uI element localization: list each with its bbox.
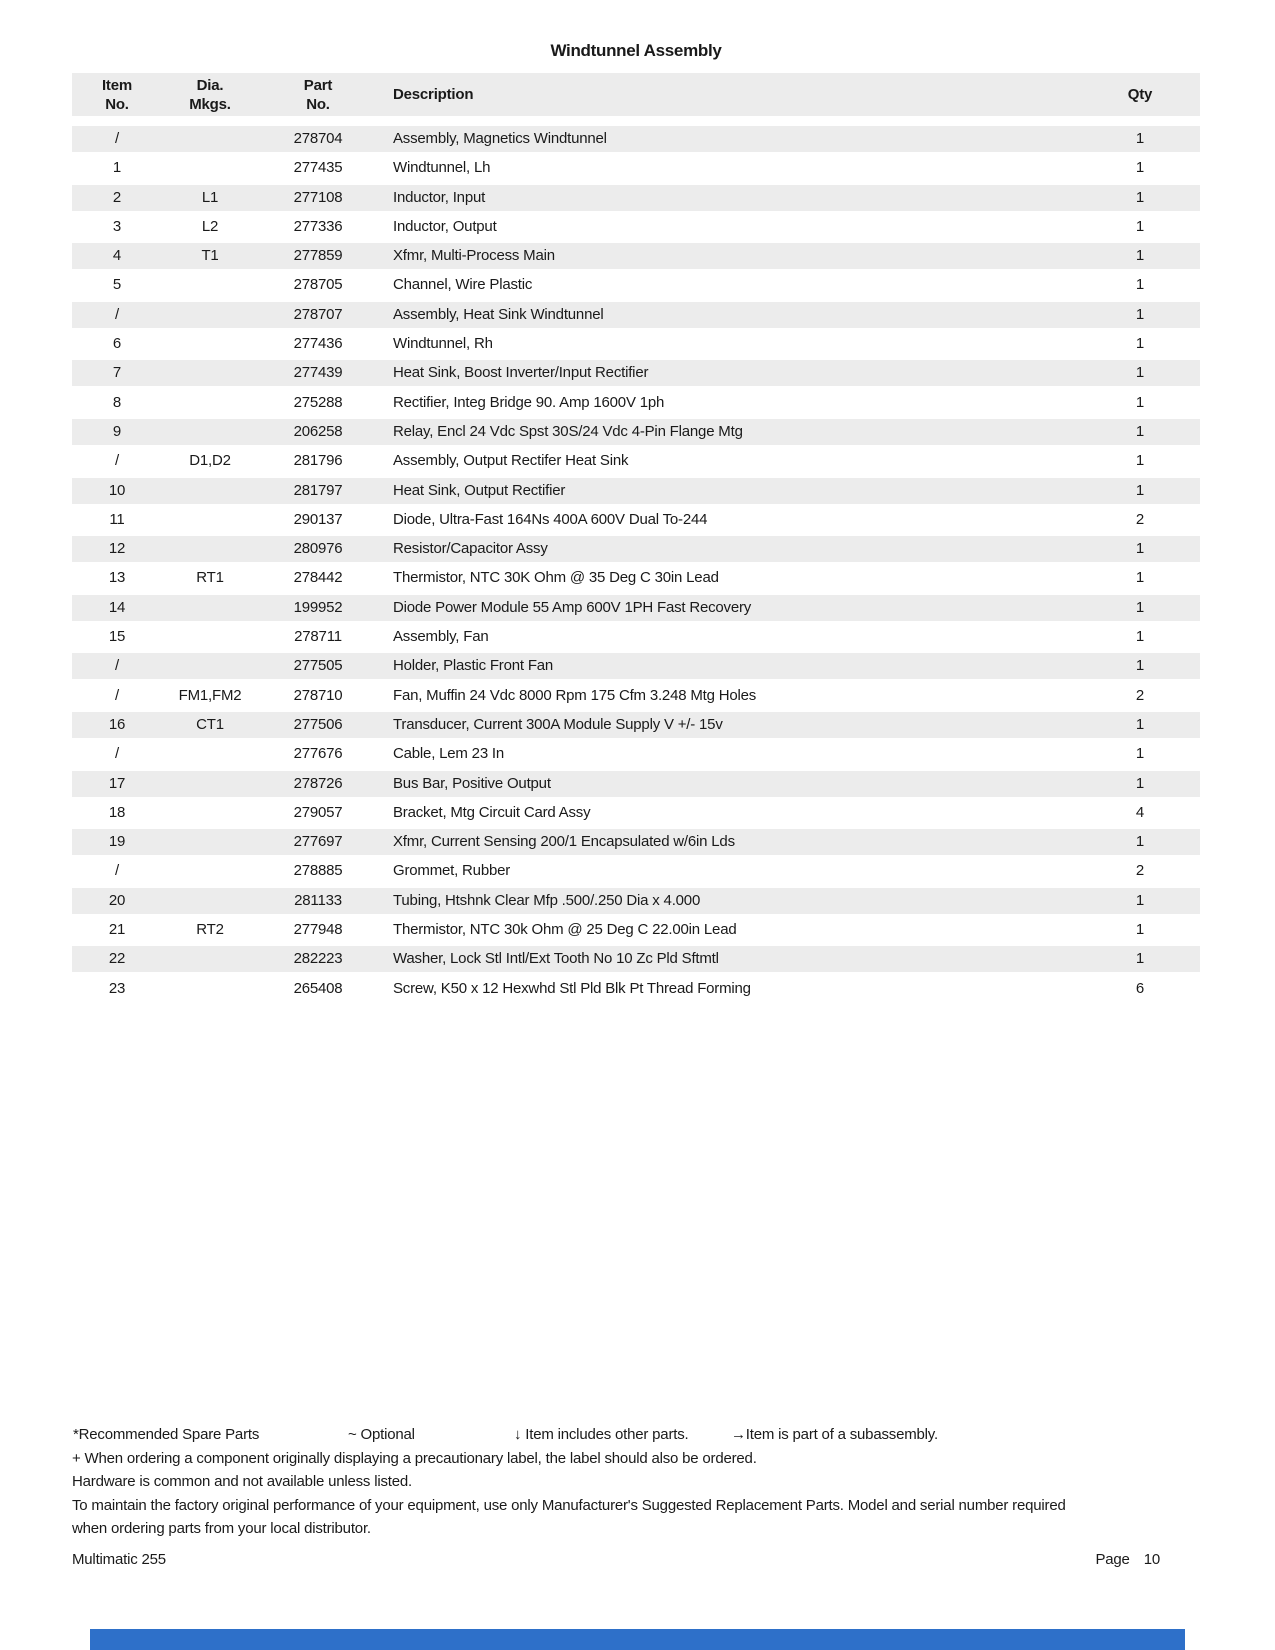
qty-cell: 1 (1135, 950, 1145, 968)
header-dia-line2: Mkgs. (189, 96, 231, 113)
description-cell: Relay, Encl 24 Vdc Spst 30S/24 Vdc 4-Pin Flange Mtg (393, 422, 743, 440)
description-cell: Assembly, Fan (393, 628, 489, 646)
dia-mkgs-cell (165, 360, 255, 386)
dia-mkgs-cell (165, 390, 255, 416)
part-no-cell: 277439 (293, 364, 343, 382)
dia-mkgs-cell (165, 507, 255, 533)
description-cell: Heat Sink, Output Rectifier (393, 481, 566, 499)
part-no-cell: 278710 (293, 686, 343, 704)
part-no-cell: 281796 (293, 452, 343, 470)
table-row (72, 653, 1200, 679)
qty-cell: 1 (1135, 452, 1145, 470)
description-cell: Windtunnel, Rh (393, 335, 493, 353)
dia-mkgs-cell (165, 419, 255, 445)
description-cell: Resistor/Capacitor Assy (393, 540, 548, 558)
part-no-cell: 199952 (293, 598, 343, 616)
item-no-cell: 11 (109, 510, 125, 528)
table-header-row (72, 73, 1200, 116)
part-no-cell: 275288 (293, 393, 343, 411)
table-row (72, 858, 1200, 884)
header-cell-dia-mkgs (165, 73, 255, 119)
qty-cell: 1 (1135, 393, 1145, 411)
legend-optional: ~ Optional (348, 1426, 415, 1443)
description-cell: Cable, Lem 23 In (393, 745, 505, 763)
legend-item-part-of-subassembly: →Item is part of a subassembly. (731, 1426, 938, 1443)
item-no-cell: 6 (112, 335, 122, 353)
table-row (72, 478, 1200, 504)
item-no-cell: 15 (108, 628, 126, 646)
description-cell: Assembly, Magnetics Windtunnel (393, 130, 607, 147)
part-no-cell: 281133 (294, 891, 342, 909)
dia-mkgs-cell (165, 595, 255, 621)
table-row (72, 360, 1200, 386)
part-no-cell: 206258 (293, 422, 343, 440)
item-no-cell: / (115, 686, 119, 704)
footer-page-number (1023, 1551, 1160, 1569)
description-cell: Inductor, Output (393, 217, 497, 235)
table-row (72, 888, 1200, 914)
qty-cell: 2 (1135, 862, 1145, 880)
part-no-cell: 279057 (293, 803, 343, 821)
dia-mkgs-cell (165, 155, 255, 181)
note-replacement-parts-line1: To maintain the factory original performance of your equipment, use only Manufacturer's Suggested Replacement Parts. Model and serial number required (72, 1497, 1066, 1514)
item-no-cell: 5 (112, 276, 122, 294)
description-cell: Washer, Lock Stl Intl/Ext Tooth No 10 Zc Pld Sftmtl (393, 950, 719, 968)
table-row (72, 302, 1200, 328)
part-no-cell: 277697 (293, 833, 343, 851)
table-row (72, 683, 1200, 709)
part-no-cell: 281797 (293, 481, 343, 499)
table-body (72, 126, 1200, 1005)
header-cell-description: Description (393, 86, 474, 103)
item-no-cell: / (115, 862, 119, 880)
description-cell: Rectifier, Integ Bridge 90. Amp 1600V 1ph (393, 393, 665, 411)
qty-cell: 1 (1135, 715, 1145, 733)
qty-cell: 1 (1135, 891, 1145, 909)
qty-cell: 1 (1135, 276, 1145, 294)
part-no-cell: 277948 (293, 921, 343, 939)
description-cell: Tubing, Htshnk Clear Mfp .500/.250 Dia x 4.000 (393, 891, 701, 909)
description-cell: Inductor, Input (393, 188, 486, 206)
table-row (72, 331, 1200, 357)
header-cell-qty: Qty (1127, 86, 1153, 103)
description-cell: Channel, Wire Plastic (393, 276, 533, 294)
part-no-cell: 277506 (293, 715, 343, 733)
description-cell: Windtunnel, Lh (393, 159, 491, 177)
bottom-blue-bar (90, 1629, 1185, 1650)
qty-cell: 1 (1135, 745, 1145, 763)
item-no-cell: 4 (112, 247, 122, 265)
table-row (72, 800, 1200, 826)
qty-cell: 1 (1135, 569, 1145, 587)
dia-mkgs-cell (165, 858, 255, 884)
qty-cell: 1 (1135, 130, 1145, 147)
dia-mkgs-cell (165, 653, 255, 679)
table-row (72, 946, 1200, 972)
part-no-cell: 290137 (293, 510, 343, 528)
description-cell: Bracket, Mtg Circuit Card Assy (393, 803, 591, 821)
table-row (72, 214, 1200, 240)
item-no-cell: / (115, 657, 119, 675)
qty-cell: 1 (1135, 833, 1145, 851)
item-no-cell: / (115, 130, 119, 147)
header-cell-part-no (273, 73, 363, 119)
dia-mkgs-cell: L2 (201, 217, 219, 235)
part-no-cell: 278707 (293, 305, 343, 323)
item-no-cell: 20 (108, 891, 126, 909)
dia-mkgs-cell (165, 800, 255, 826)
table-row (72, 829, 1200, 855)
item-no-cell: 9 (112, 422, 122, 440)
description-cell: Thermistor, NTC 30k Ohm @ 25 Deg C 22.00in Lead (393, 921, 737, 939)
table-row (72, 155, 1200, 181)
dia-mkgs-cell (165, 126, 255, 152)
part-no-cell: 278726 (293, 774, 343, 792)
part-no-cell: 277435 (293, 159, 343, 177)
item-no-cell: 16 (108, 715, 126, 733)
part-no-cell: 278704 (293, 130, 343, 147)
page-number-value: 10 (1143, 1551, 1160, 1568)
table-row (72, 976, 1200, 1002)
table-row (72, 185, 1200, 211)
item-no-cell: 14 (108, 598, 126, 616)
dia-mkgs-cell: CT1 (196, 715, 224, 733)
header-part-line2: No. (306, 96, 330, 113)
dia-mkgs-cell: L1 (201, 188, 219, 206)
table-row (72, 771, 1200, 797)
item-no-cell: 22 (108, 950, 126, 968)
dia-mkgs-cell (165, 624, 255, 650)
description-cell: Screw, K50 x 12 Hexwhd Stl Pld Blk Pt Thread Forming (393, 979, 751, 997)
description-cell: Diode, Ultra-Fast 164Ns 400A 600V Dual To-244 (393, 510, 708, 528)
legend-recommended-spare-parts: *Recommended Spare Parts (73, 1426, 260, 1443)
table-row (72, 917, 1200, 943)
footer-model-name: Multimatic 255 (72, 1551, 166, 1568)
part-no-cell: 280976 (293, 540, 343, 558)
table-row (72, 507, 1200, 533)
page-title: Windtunnel Assembly (550, 41, 722, 60)
description-cell: Xfmr, Multi-Process Main (393, 247, 555, 265)
dia-mkgs-cell (165, 946, 255, 972)
part-no-cell: 277505 (293, 657, 343, 675)
dia-mkgs-cell: T1 (201, 247, 219, 265)
dia-mkgs-cell: FM1,FM2 (178, 686, 242, 704)
legend-item-includes-other-parts: ↓ Item includes other parts. (514, 1426, 689, 1443)
table-row (72, 536, 1200, 562)
item-no-cell: / (115, 305, 119, 323)
dia-mkgs-cell (165, 829, 255, 855)
table-row (72, 624, 1200, 650)
table-row (72, 712, 1200, 738)
table-row (72, 126, 1200, 152)
item-no-cell: 1 (112, 159, 122, 177)
part-no-cell: 282223 (293, 950, 343, 968)
header-item-line1: Item (101, 77, 133, 94)
part-no-cell: 265408 (293, 979, 343, 997)
table-row (72, 448, 1200, 474)
table-row (72, 243, 1200, 269)
part-no-cell: 277436 (293, 335, 343, 353)
dia-mkgs-cell: D1,D2 (189, 452, 231, 470)
table-row (72, 565, 1200, 591)
qty-cell: 1 (1135, 540, 1145, 558)
description-cell: Grommet, Rubber (393, 862, 511, 880)
item-no-cell: 19 (108, 833, 126, 851)
qty-cell: 1 (1135, 159, 1145, 177)
item-no-cell: 21 (108, 921, 126, 939)
dia-mkgs-cell (165, 536, 255, 562)
dia-mkgs-cell (165, 272, 255, 298)
description-cell: Transducer, Current 300A Module Supply V +/- 15v (393, 715, 723, 733)
part-no-cell: 278711 (294, 628, 342, 646)
item-no-cell: 3 (112, 217, 122, 235)
qty-cell: 1 (1135, 598, 1145, 616)
page-label: Page (1095, 1551, 1130, 1568)
part-no-cell: 277859 (293, 247, 343, 265)
description-cell: Fan, Muffin 24 Vdc 8000 Rpm 175 Cfm 3.248 Mtg Holes (393, 686, 757, 704)
dia-mkgs-cell (165, 741, 255, 767)
item-no-cell: 13 (108, 569, 126, 587)
part-no-cell: 277108 (293, 188, 343, 206)
qty-cell: 1 (1135, 481, 1145, 499)
parts-table (72, 73, 1200, 997)
part-no-cell: 278885 (293, 862, 343, 880)
item-no-cell: 10 (108, 481, 126, 499)
table-row (72, 741, 1200, 767)
dia-mkgs-cell (165, 478, 255, 504)
dia-mkgs-cell (165, 888, 255, 914)
qty-cell: 1 (1135, 422, 1145, 440)
qty-cell: 1 (1135, 657, 1145, 675)
qty-cell: 1 (1135, 305, 1145, 323)
item-no-cell: 2 (112, 188, 122, 206)
note-hardware-common: Hardware is common and not available unless listed. (72, 1473, 412, 1490)
note-precautionary-label: + When ordering a component originally displaying a precautionary label, the label should also be ordered. (72, 1450, 757, 1467)
qty-cell: 6 (1135, 979, 1145, 997)
item-no-cell: / (115, 452, 119, 470)
item-no-cell: 17 (108, 774, 126, 792)
part-no-cell: 278705 (293, 276, 343, 294)
qty-cell: 1 (1135, 247, 1145, 265)
qty-cell: 1 (1135, 921, 1145, 939)
description-cell: Bus Bar, Positive Output (393, 774, 551, 792)
dia-mkgs-cell (165, 302, 255, 328)
description-cell: Xfmr, Current Sensing 200/1 Encapsulated w/6in Lds (393, 833, 735, 851)
item-no-cell: 23 (108, 979, 126, 997)
qty-cell: 4 (1135, 803, 1145, 821)
item-no-cell: 8 (112, 393, 122, 411)
qty-cell: 1 (1135, 335, 1145, 353)
dia-mkgs-cell (165, 976, 255, 1002)
part-no-cell: 277336 (293, 217, 343, 235)
qty-cell: 1 (1135, 774, 1145, 792)
table-row (72, 595, 1200, 621)
table-row (72, 272, 1200, 298)
part-no-cell: 278442 (293, 569, 343, 587)
header-part-line1: Part (303, 77, 333, 94)
header-dia-line1: Dia. (196, 77, 224, 94)
dia-mkgs-cell (165, 331, 255, 357)
item-no-cell: 12 (108, 540, 126, 558)
dia-mkgs-cell (165, 771, 255, 797)
qty-cell: 1 (1135, 364, 1145, 382)
header-item-line2: No. (105, 96, 129, 113)
header-cell-item-no (72, 73, 162, 119)
table-row (72, 390, 1200, 416)
qty-cell: 1 (1135, 188, 1145, 206)
note-replacement-parts-line2: when ordering parts from your local distributor. (72, 1520, 371, 1537)
qty-cell: 1 (1135, 628, 1145, 646)
qty-cell: 2 (1135, 510, 1145, 528)
item-no-cell: 18 (108, 803, 126, 821)
description-cell: Holder, Plastic Front Fan (393, 657, 554, 675)
description-cell: Heat Sink, Boost Inverter/Input Rectifier (393, 364, 649, 382)
dia-mkgs-cell: RT1 (196, 569, 224, 587)
table-row (72, 419, 1200, 445)
description-cell: Thermistor, NTC 30K Ohm @ 35 Deg C 30in Lead (393, 569, 719, 587)
item-no-cell: / (115, 745, 119, 763)
description-cell: Assembly, Heat Sink Windtunnel (393, 305, 604, 323)
dia-mkgs-cell: RT2 (196, 921, 224, 939)
description-cell: Diode Power Module 55 Amp 600V 1PH Fast Recovery (393, 598, 752, 616)
qty-cell: 2 (1135, 686, 1145, 704)
legend-line (0, 1426, 1275, 1443)
description-cell: Assembly, Output Rectifer Heat Sink (393, 452, 629, 470)
item-no-cell: 7 (112, 364, 122, 382)
qty-cell: 1 (1135, 217, 1145, 235)
part-no-cell: 277676 (293, 745, 343, 763)
